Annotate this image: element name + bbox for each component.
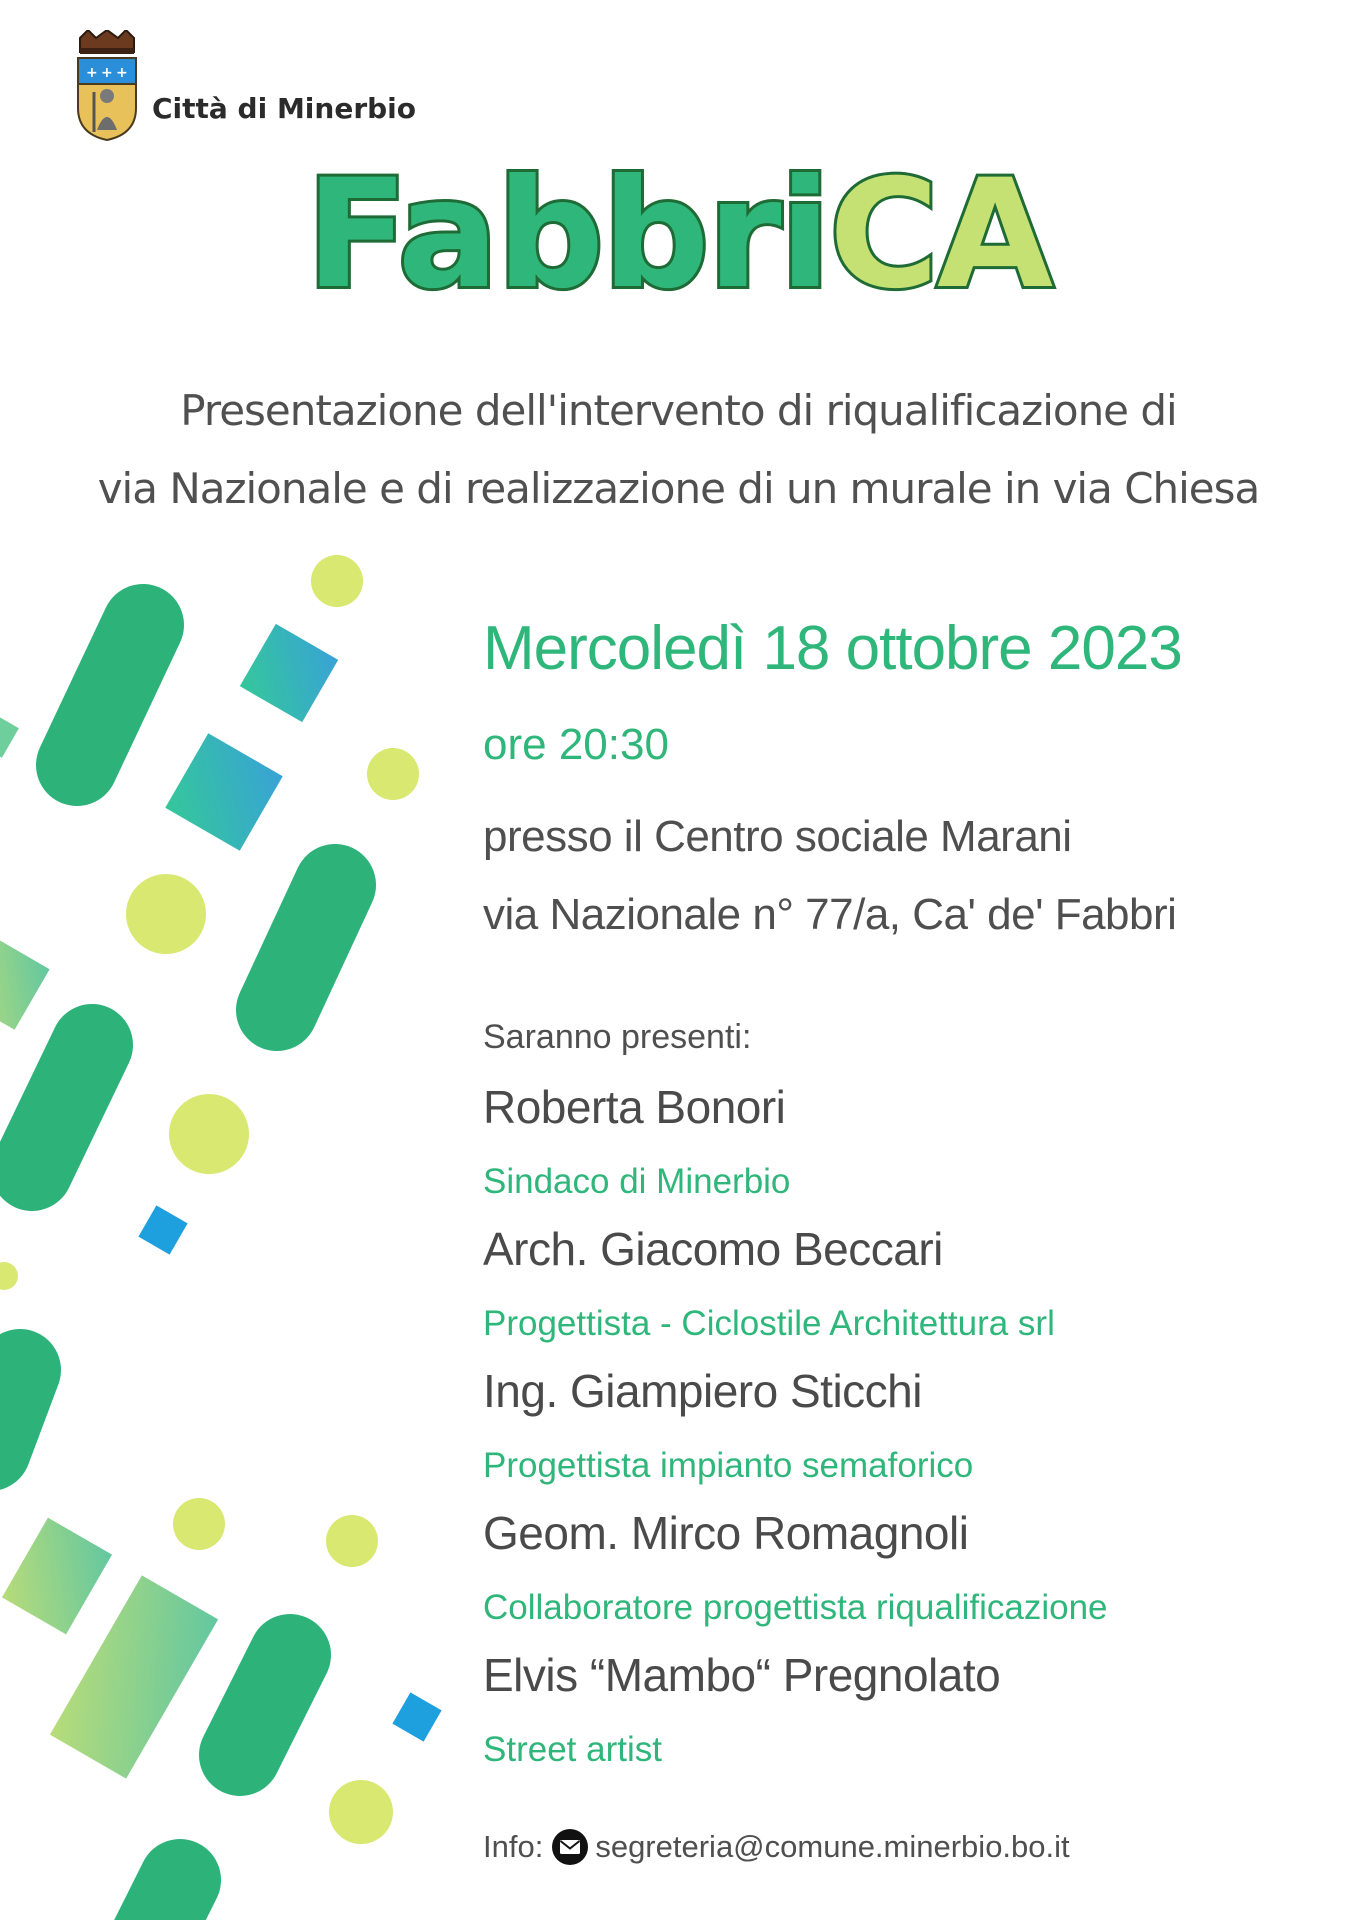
subtitle-line: via Nazionale e di realizzazione di un murale in via Chiesa xyxy=(97,464,1260,513)
lime-dot-shape xyxy=(0,1262,18,1290)
speakers-label: Saranno presenti: xyxy=(483,1018,752,1056)
event-venue-address: via Nazionale n° 77/a, Ca' de' Fabbri xyxy=(483,890,1177,939)
event-subtitle xyxy=(0,372,1357,528)
gradient-bar-shape xyxy=(2,1518,112,1635)
contact-label: Info: xyxy=(483,1829,544,1864)
city-name: Città di Minerbio xyxy=(152,92,417,125)
speaker-name: Ing. Giampiero Sticchi xyxy=(483,1365,922,1417)
event-title-part1: Fabbri xyxy=(305,148,829,322)
event-time: ore 20:30 xyxy=(483,720,669,769)
svg-text:+: + xyxy=(101,65,113,81)
lime-dot-shape xyxy=(126,874,206,954)
event-title-part2: CA xyxy=(828,148,1052,322)
event-title xyxy=(0,148,1357,322)
lime-dot-shape xyxy=(367,748,419,800)
lime-dot-shape xyxy=(329,1780,393,1844)
teal-square-shape xyxy=(165,733,282,850)
blue-square-shape xyxy=(392,1692,441,1741)
green-pill-shape xyxy=(77,625,143,765)
teal-square-shape xyxy=(240,624,338,722)
speaker-role: Collaboratore progettista riqualificazione xyxy=(483,1588,1108,1627)
svg-text:+: + xyxy=(86,65,98,81)
blue-square-shape xyxy=(138,1205,187,1254)
green-pill-shape xyxy=(32,1045,92,1170)
speaker-name: Elvis “Mambo“ Pregnolato xyxy=(483,1649,1001,1701)
event-date: Mercoledì 18 ottobre 2023 xyxy=(483,614,1182,683)
city-crest-logo xyxy=(72,30,142,142)
svg-text:+: + xyxy=(116,65,128,81)
subtitle-line: Presentazione dell'intervento di riqualificazione di xyxy=(180,386,1177,435)
green-pill-shape xyxy=(0,1370,20,1450)
speaker-role: Sindaco di Minerbio xyxy=(483,1162,791,1201)
lime-dot-shape xyxy=(326,1515,378,1567)
gradient-bar-shape xyxy=(0,940,50,1030)
speaker-name: Roberta Bonori xyxy=(483,1081,786,1133)
speaker-name: Arch. Giacomo Beccari xyxy=(483,1223,943,1275)
contact-email[interactable]: segreteria@comune.minerbio.bo.it xyxy=(595,1829,1070,1864)
lime-dot-shape xyxy=(169,1094,249,1174)
contact-info xyxy=(483,1828,1070,1866)
event-venue-name: presso il Centro sociale Marani xyxy=(483,812,1072,861)
gradient-bar-shape xyxy=(0,716,19,757)
speaker-role: Street artist xyxy=(483,1730,662,1769)
green-pill-shape xyxy=(140,1880,180,1920)
green-pill-shape xyxy=(277,885,335,1010)
green-pill-shape xyxy=(240,1655,290,1755)
lime-dot-shape xyxy=(173,1498,225,1550)
speaker-role: Progettista - Ciclostile Architettura srl xyxy=(483,1304,1055,1343)
speaker-name: Geom. Mirco Romagnoli xyxy=(483,1507,969,1559)
speaker-role: Progettista impianto semaforico xyxy=(483,1446,974,1485)
envelope-icon xyxy=(551,1828,589,1866)
lime-dot-shape xyxy=(311,555,363,607)
